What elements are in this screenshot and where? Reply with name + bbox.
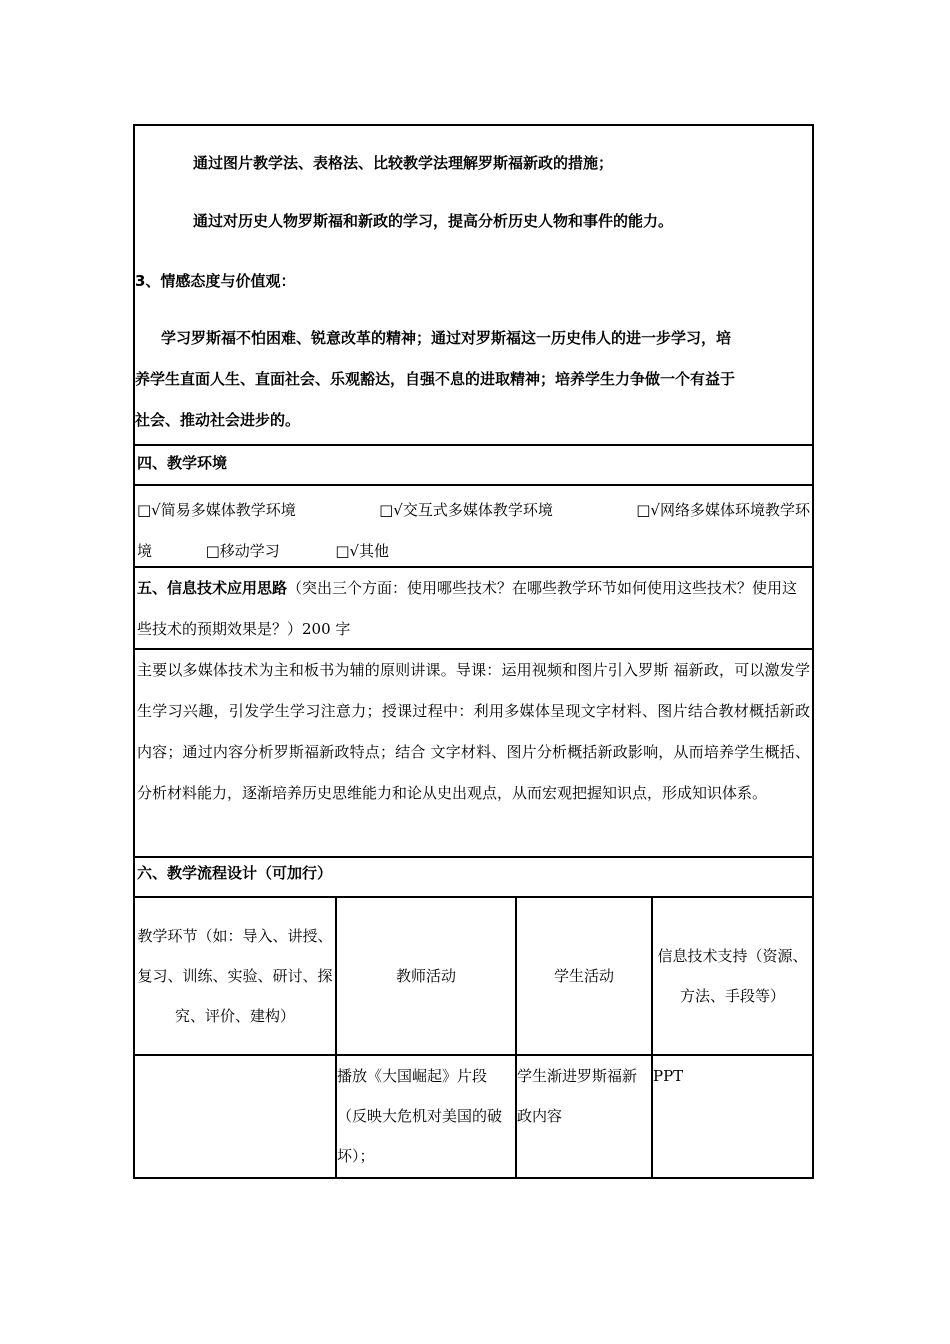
objective-line-1: 通过图片教学法、表格法、比较教学法理解罗斯福新政的措施； bbox=[193, 154, 614, 172]
attitude-heading: 3、情感态度与价值观： bbox=[135, 272, 296, 290]
header-teaching-stage: 教学环节（如：导入、讲授、复习、训练、实验、研讨、探究、评价、建构） bbox=[135, 898, 337, 1056]
env-option-network-multimedia[interactable]: □√网络多媒体环境教学环 bbox=[636, 501, 810, 519]
objective-line-2: 通过对历史人物罗斯福和新政的学习，提高分析历史人物和事件的能力。 bbox=[193, 212, 674, 230]
env-option-interactive-multimedia[interactable]: □√交互式多媒体教学环境 bbox=[379, 501, 553, 519]
env-option-mobile-learning[interactable]: □移动学习 bbox=[205, 542, 280, 560]
tech-heading-title: 五、信息技术应用思路 bbox=[137, 579, 288, 597]
tech-approach-heading bbox=[135, 568, 812, 650]
attitude-para-line-2: 养学生直面人生、直面社会、乐观豁达，自强不息的进取精神；培养学生力争做一个有益于 bbox=[135, 370, 736, 388]
objectives-section bbox=[135, 126, 812, 446]
flow-design-heading: 六、教学流程设计（可加行） bbox=[135, 858, 812, 898]
header-student-activity: 学生活动 bbox=[517, 898, 653, 1056]
header-it-support: 信息技术支持（资源、方法、手段等） bbox=[653, 898, 812, 1056]
environment-heading: 四、教学环境 bbox=[135, 446, 812, 486]
row1-it-support: PPT bbox=[653, 1067, 684, 1085]
tech-approach-body: 主要以多媒体技术为主和板书为辅的原则讲课。导课：运用视频和图片引入罗斯 福新政，可以激发学生学习兴趣，引发学生学习注意力；授课过程中：利用多媒体呈现文字材料、图片结合教材概括新政内容；通过内容分析罗斯福新政特点；结合 文字材料、图片分析概括新政影响，从而培养学生概括、分析材料能力，逐渐培养历史思维能力和论从史出观点，从而宏观把握知识点，形成知识体系。 bbox=[135, 650, 812, 858]
env-option-network-multimedia-cont: 境 bbox=[137, 542, 153, 560]
row1-student-activity: 学生渐进罗斯福新政内容 bbox=[517, 1056, 653, 1177]
environment-options bbox=[135, 486, 812, 568]
row1-teacher-activity: 播放《大国崛起》片段（反映大危机对美国的破坏）； bbox=[337, 1056, 517, 1177]
header-teacher-activity: 教师活动 bbox=[337, 898, 517, 1056]
attitude-para-line-3: 社会、推动社会进步的。 bbox=[135, 411, 301, 429]
env-option-other[interactable]: □√其他 bbox=[335, 542, 390, 560]
flow-table-header bbox=[135, 898, 812, 1056]
table-row bbox=[135, 1056, 812, 1177]
attitude-para-line-1: 学习罗斯福不怕困难、锐意改革的精神；通过对罗斯福这一历史伟人的进一步学习，培 bbox=[161, 329, 732, 347]
row1-stage bbox=[135, 1056, 337, 1177]
lesson-plan-table bbox=[133, 124, 814, 1179]
tech-heading-note: （突出三个方面：使用哪些技术？在哪些教学环节如何使用这些技术？使用这些技术的预期效果是？）200 字 bbox=[137, 579, 798, 638]
env-option-simple-multimedia[interactable]: □√简易多媒体教学环境 bbox=[137, 501, 296, 519]
